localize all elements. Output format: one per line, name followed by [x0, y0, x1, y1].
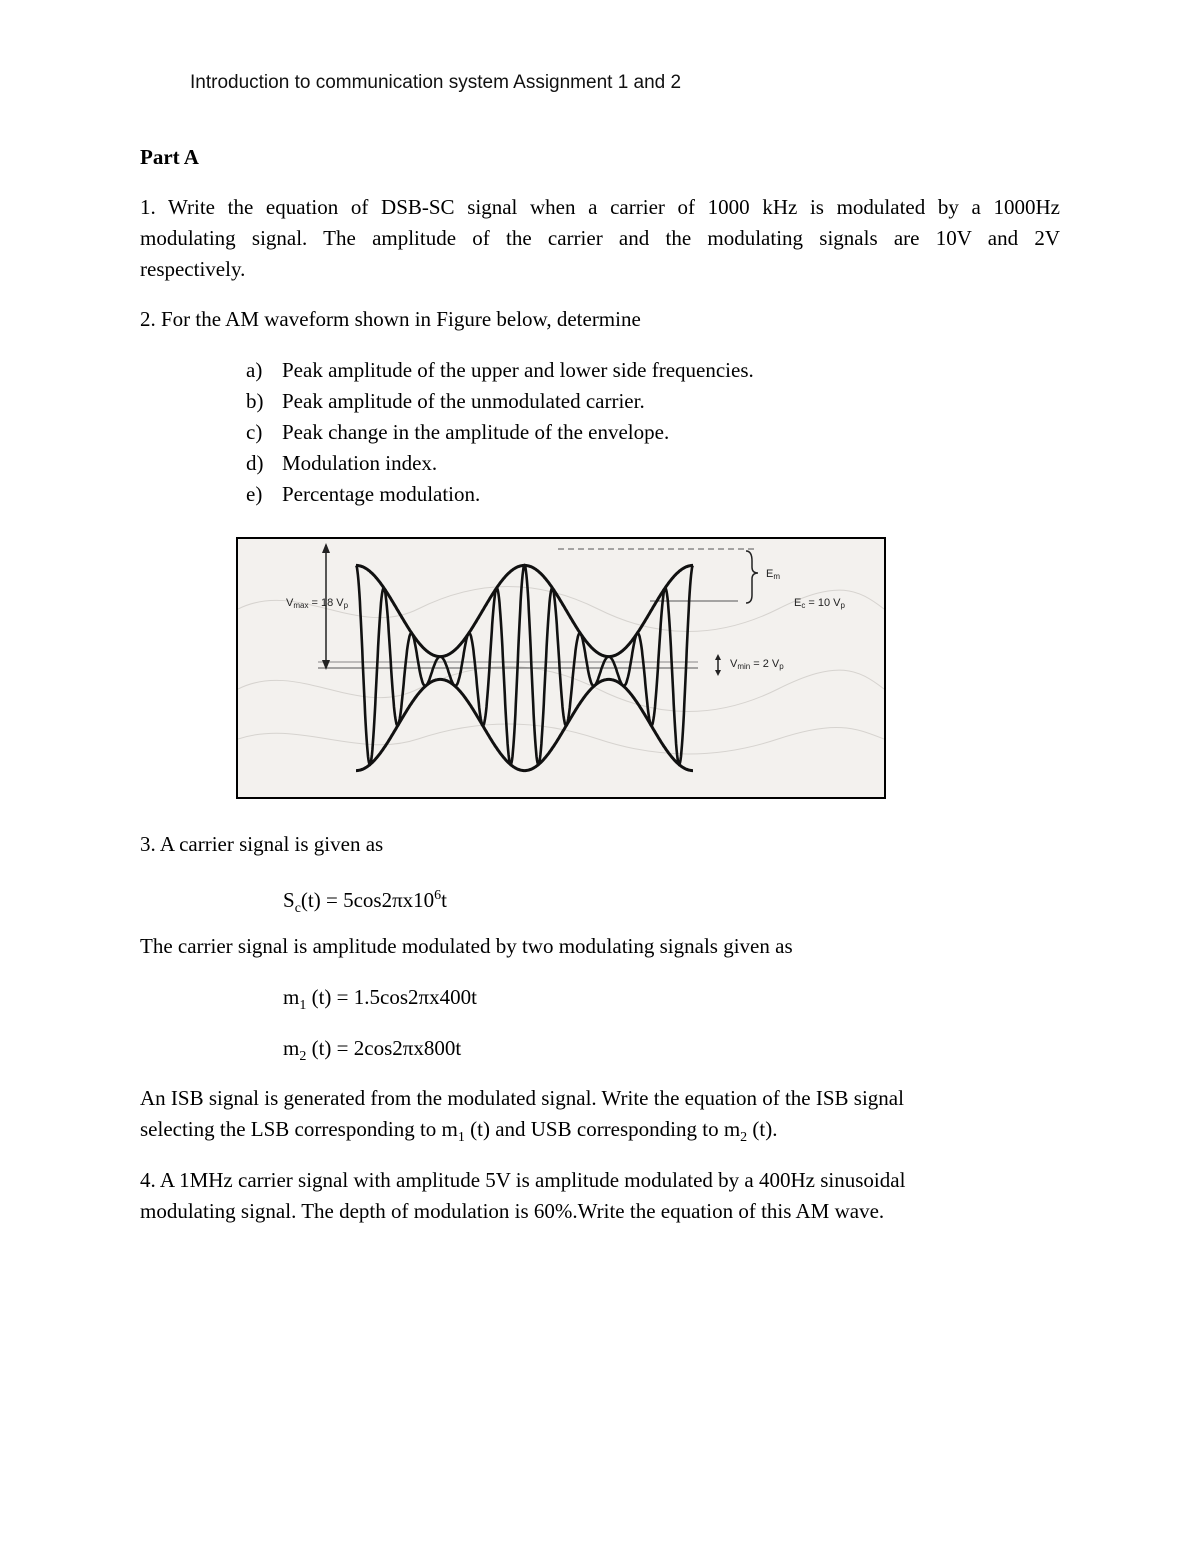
question-3-intro: 3. A carrier signal is given as [140, 832, 384, 856]
question-1-line-2: modulating signal. The amplitude of the carrier and the modulating signals are 10V and 2V [140, 226, 1060, 250]
am-waveform-svg [238, 539, 884, 797]
question-1 [140, 192, 1060, 285]
question-3-line-1: An ISB signal is generated from the modulated signal. Write the equation of the ISB signal [140, 1086, 904, 1110]
question-2-options [246, 355, 754, 510]
option-b: b) Peak amplitude of the unmodulated carrier. [246, 389, 645, 413]
option-e: e) Percentage modulation. [246, 482, 481, 506]
modulating-equation-1: $m_1$ (t) = 1.5cos2πx400t [283, 985, 477, 1014]
em-label: Em [766, 568, 781, 581]
ec-label: Ec = 10 Vp [794, 597, 845, 610]
option-a: a) Peak amplitude of the upper and lower side frequencies. [246, 358, 754, 382]
am-waveform-figure [236, 537, 886, 799]
question-3-mid: The carrier signal is amplitude modulated by two modulating signals given as [140, 934, 793, 958]
modulated-wave [356, 565, 693, 764]
question-1-line-3: respectively. [140, 257, 246, 281]
em-brace [746, 551, 758, 603]
question-1-line-1: 1. Write the equation of DSB-SC signal when a carrier of 1000 kHz is modulated by a 1000Hz [140, 195, 1060, 219]
vmin-arrow-head-top [715, 654, 721, 660]
question-3-line-2: selecting the LSB corresponding to $m_1$ (t) and USB corresponding to $m_2$ (t). [140, 1117, 778, 1146]
vmax-label: Vmax = 18 Vp [286, 597, 349, 610]
vmax-arrow-head-top [322, 543, 330, 553]
carrier-equation: $S_c(t) = 5\cos 2\pi x10^6t$ [283, 888, 448, 917]
question-4-line-2: modulating signal. The depth of modulation is 60%.Write the equation of this AM wave. [140, 1199, 885, 1223]
modulating-equation-2: $m_2$ (t) = 2cos2πx800t [283, 1036, 462, 1065]
option-c: c) Peak change in the amplitude of the envelope. [246, 420, 670, 444]
question-2: 2. For the AM waveform shown in Figure below, determine [140, 307, 641, 331]
vmin-label: Vmin = 2 Vp [730, 658, 784, 671]
page-header: Introduction to communication system Assignment 1 and 2 [190, 72, 682, 93]
option-d: d) Modulation index. [246, 451, 438, 475]
question-4-line-1: 4. A 1MHz carrier signal with amplitude 5V is amplitude modulated by a 400Hz sinusoidal [140, 1168, 906, 1192]
part-title: Part A [140, 145, 199, 169]
vmin-arrow-head-bottom [715, 670, 721, 676]
figure-labels [286, 568, 845, 671]
upper-envelope [356, 565, 693, 656]
